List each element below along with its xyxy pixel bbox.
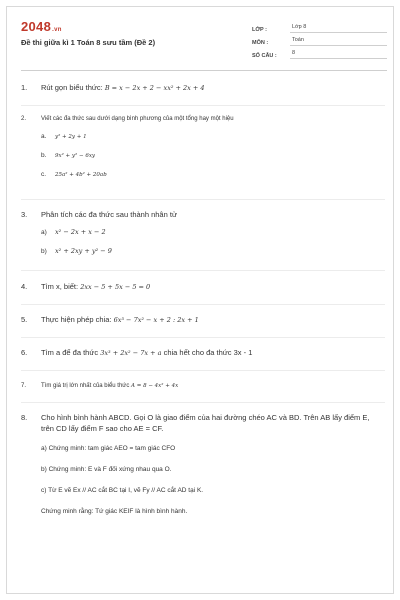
question-text: Rút gọn biểu thức: bbox=[41, 83, 103, 92]
separator bbox=[21, 402, 385, 403]
sub-item-a: a) Chứng minh: tam giác AEO = tam giác CFO bbox=[41, 445, 176, 452]
logo-suffix: .vn bbox=[52, 27, 62, 33]
meta-subject-row bbox=[252, 33, 387, 46]
count-value: 8 bbox=[290, 48, 387, 59]
sub-label: c. bbox=[41, 171, 47, 178]
meta-class-row bbox=[252, 20, 387, 33]
document-title: Đề thi giữa kì 1 Toán 8 sưu tầm (Đề 2) bbox=[21, 38, 156, 47]
question-text-tail: chia hết cho đa thức 3x - 1 bbox=[163, 348, 253, 357]
question-number: 6. bbox=[21, 348, 28, 357]
question-number: 7. bbox=[21, 383, 27, 389]
separator bbox=[21, 304, 385, 305]
sub-item-a bbox=[41, 226, 383, 239]
question-text: Tìm giá trị lớn nhất của biểu thức bbox=[41, 383, 130, 389]
question-text: Tìm a để đa thức bbox=[41, 348, 99, 357]
sub-label: b) bbox=[41, 248, 47, 255]
question-text: Tìm x, biết: bbox=[41, 282, 79, 291]
question-5 bbox=[21, 314, 383, 326]
class-label: LỚP : bbox=[252, 27, 267, 33]
sub-math: 25a² + 4b² + 20ab bbox=[55, 172, 107, 178]
logo bbox=[21, 19, 62, 34]
meta-count-row bbox=[252, 46, 387, 59]
sub-math: 9x² + y² − 6xy bbox=[55, 153, 96, 159]
sub-item-a bbox=[41, 130, 383, 144]
question-text: Cho hình bình hành ABCD. Gọi O là giao điểm của hai đường chéo AC và BD. Trên AB lấy điểm E, trên CD lấy điểm F sao cho AE = CF. bbox=[41, 413, 370, 433]
separator bbox=[21, 337, 385, 338]
sub-item-c: c) Từ E vẽ Ex // AC cắt BC tại I, vẽ Fy // AC cắt AD tại K. bbox=[41, 487, 204, 494]
header bbox=[7, 7, 393, 69]
sub-label: b. bbox=[41, 152, 47, 159]
meta-box bbox=[252, 20, 387, 59]
question-math: B = x − 2x + 2 − xx² + 2x + 4 bbox=[104, 84, 205, 92]
question-text: Phân tích các đa thức sau thành nhân tử bbox=[41, 210, 177, 219]
sub-item-b: b) Chứng minh: E và F đối xứng nhau qua O. bbox=[41, 466, 172, 473]
sub-item-b bbox=[41, 149, 383, 163]
question-number: 5. bbox=[21, 315, 28, 324]
question-math: 2xx − 5 + 5x − 5 = 0 bbox=[80, 283, 151, 291]
count-label: SỐ CÂU : bbox=[252, 53, 277, 59]
sub-label: a. bbox=[41, 133, 47, 140]
question-number: 8. bbox=[21, 413, 28, 422]
subject-label: MÔN : bbox=[252, 40, 269, 46]
question-number: 2. bbox=[21, 116, 27, 122]
question-number: 4. bbox=[21, 282, 28, 291]
sub-item-b bbox=[41, 245, 383, 258]
header-divider bbox=[21, 70, 387, 71]
separator bbox=[21, 105, 385, 106]
question-3 bbox=[21, 209, 383, 258]
question-8 bbox=[21, 412, 383, 518]
separator bbox=[21, 199, 385, 200]
sub-math: x² − 2x + x − 2 bbox=[55, 228, 106, 236]
exam-sheet bbox=[6, 6, 394, 594]
sub-item-c-prove: Chứng minh rằng: Tứ giác KEIF là hình bình hành. bbox=[41, 508, 188, 515]
sub-math: y² + 2y + 1 bbox=[55, 134, 87, 140]
question-math: 6x³ − 7x² − x + 2 : 2x + 1 bbox=[113, 316, 199, 324]
question-text: Viết các đa thức sau dưới dạng bình phương của một tổng hay một hiệu bbox=[41, 116, 234, 122]
sub-math: x² + 2xy + y² − 9 bbox=[55, 247, 112, 255]
question-2 bbox=[21, 114, 383, 182]
question-number: 3. bbox=[21, 210, 28, 219]
question-math: A = 8 − 4x² + 4x bbox=[131, 383, 179, 389]
question-number: 1. bbox=[21, 83, 28, 92]
question-6 bbox=[21, 347, 383, 359]
question-4 bbox=[21, 281, 383, 293]
question-7 bbox=[21, 381, 383, 392]
question-text: Thực hiện phép chia: bbox=[41, 315, 112, 324]
question-math: 3x³ + 2x² − 7x + a bbox=[100, 349, 162, 357]
separator bbox=[21, 370, 385, 371]
sub-label: a) bbox=[41, 229, 47, 236]
separator bbox=[21, 270, 385, 271]
class-value: Lớp 8 bbox=[290, 22, 387, 33]
sub-item-c bbox=[41, 168, 383, 182]
subject-value: Toán bbox=[290, 35, 387, 46]
question-1 bbox=[21, 82, 383, 94]
logo-text: 2048 bbox=[21, 19, 52, 34]
